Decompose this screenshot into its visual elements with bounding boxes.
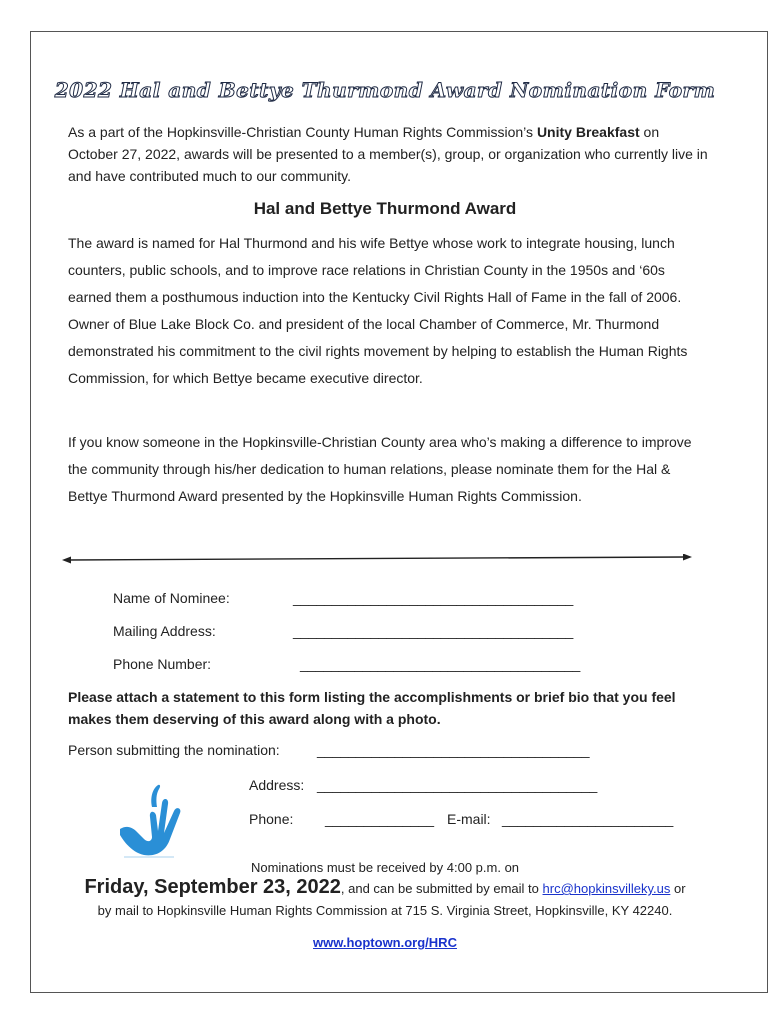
- deadline-date: Friday, September 23, 2022: [84, 876, 341, 898]
- intro-bold-event: Unity Breakfast: [536, 124, 640, 140]
- nominee-address-field[interactable]: ____________________________________: [293, 623, 574, 639]
- submitter-address-label: Address:: [249, 777, 305, 793]
- submitter-label: Person submitting the nomination:: [68, 742, 280, 758]
- intro-paragraph: [68, 121, 708, 187]
- submitter-email-field[interactable]: ______________________: [502, 811, 674, 827]
- intro-text-1: As a part of the Hopkinsville-Christian County Human Rights Commission’s: [68, 124, 537, 140]
- deadline-intro: Nominations must be received by 4:00 p.m. on: [250, 860, 520, 875]
- submitter-name-field[interactable]: ___________________________________: [317, 742, 590, 758]
- nominee-name-field[interactable]: ____________________________________: [293, 590, 574, 606]
- submitter-phone-label: Phone:: [249, 811, 294, 827]
- nominee-name-label: Name of Nominee:: [113, 590, 230, 606]
- double-arrow-divider: [62, 554, 692, 566]
- award-description: The award is named for Hal Thurmond and his wife Bettye whose work to integrate housing, lunch counters, public schools, and to improve race relations in Christian County in the 1950s and ‘60s earned them a posthumous induction into the Kentucky Civil Rights Hall of Fame in the fall of 2006. Owner of Blue Lake Block Co. and president of the local Chamber of Commerce, Mr. Thurmond demonstrated his commitment to the civil rights movement by helping to establish the Human Rights Commission, for which Bettye became executive director.: [68, 235, 688, 386]
- attach-statement-note: Please attach a statement to this form listing the accomplishments or brief bio that you feel makes them deserving of this award along with a photo.: [68, 689, 676, 727]
- website-link[interactable]: www.hoptown.org/HRC: [313, 935, 457, 950]
- submission-email-link[interactable]: hrc@hopkinsvilleky.us: [542, 881, 671, 896]
- intro-text-2: on October 27, 2022, awards will be presented to a member(s), group, or organization who currently live in and have contributed much to our community.: [68, 124, 708, 184]
- submitter-phone-field[interactable]: ______________: [325, 811, 435, 827]
- call-to-action: If you know someone in the Hopkinsville-Christian County area who’s making a difference to improve the community through his/her dedication to human relations, please nominate them for the Hal & Bettye Thurmond Award presented by the Hopkinsville Human Rights Commission.: [68, 434, 692, 504]
- deadline-or: or: [670, 881, 686, 896]
- deadline-line: [0, 876, 770, 899]
- submitter-email-label: E-mail:: [447, 811, 491, 827]
- submitter-address-field[interactable]: ____________________________________: [317, 777, 598, 793]
- human-rights-hand-logo-icon: [112, 781, 186, 863]
- mail-address-line: by mail to Hopkinsville Human Rights Commission at 715 S. Virginia Street, Hopkinsville, KY 42240.: [97, 903, 673, 918]
- nominee-phone-label: Phone Number:: [113, 656, 212, 672]
- award-heading: Hal and Bettye Thurmond Award: [253, 199, 517, 218]
- nominee-address-label: Mailing Address:: [113, 623, 216, 639]
- deadline-after-date: , and can be submitted by email to: [340, 881, 543, 896]
- page-title: 2022 Hal and Bettye Thurmond Award Nomination Form: [54, 78, 716, 102]
- nominee-phone-field[interactable]: ____________________________________: [300, 656, 581, 672]
